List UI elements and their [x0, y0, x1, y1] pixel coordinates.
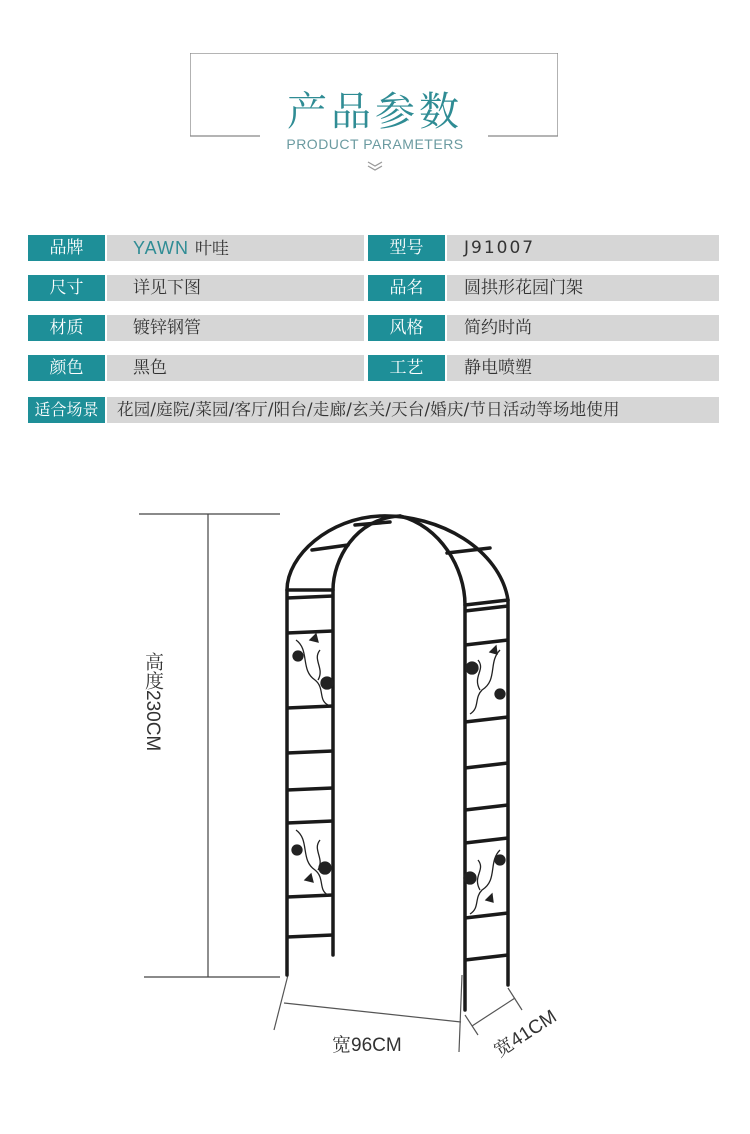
depth-label: 宽41CM — [490, 1006, 561, 1062]
param-label: 品名 — [368, 275, 445, 301]
param-label: 风格 — [368, 315, 445, 341]
page-title: 产品参数 — [287, 89, 463, 135]
param-label: 适合场景 — [28, 397, 105, 423]
param-label: 品牌 — [28, 235, 105, 261]
flower-decoration-left-bottom — [292, 830, 331, 895]
param-value: 简约时尚 — [447, 315, 719, 341]
param-value: J91007 — [447, 235, 719, 261]
param-value: 静电喷塑 — [447, 355, 719, 381]
flower-decoration-left-top — [293, 634, 333, 705]
right-panel-rungs — [465, 606, 508, 960]
param-label: 材质 — [28, 315, 105, 341]
param-value: 圆拱形花园门架 — [447, 275, 719, 301]
flower-decoration-right-top — [466, 646, 505, 714]
width-label: 宽96CM — [332, 1035, 402, 1056]
height-label: 高度230CM — [142, 652, 163, 752]
brand-name: 叶哇 — [195, 239, 229, 259]
param-value: 花园/庭院/菜园/客厅/阳台/走廊/玄关/天台/婚庆/节日活动等场地使用 — [107, 397, 719, 423]
param-value: 详见下图 — [107, 275, 364, 301]
param-label: 工艺 — [368, 355, 445, 381]
param-label: 尺寸 — [28, 275, 105, 301]
param-label: 颜色 — [28, 355, 105, 381]
flower-decoration-right-bottom — [464, 850, 505, 914]
left-panel-rungs — [287, 596, 333, 937]
param-value: 镀锌钢管 — [107, 315, 364, 341]
param-label: 型号 — [368, 235, 445, 261]
brand-logo: YAWN — [133, 238, 189, 258]
page-subtitle: PRODUCT PARAMETERS — [286, 136, 464, 152]
param-value: 黑色 — [107, 355, 364, 381]
